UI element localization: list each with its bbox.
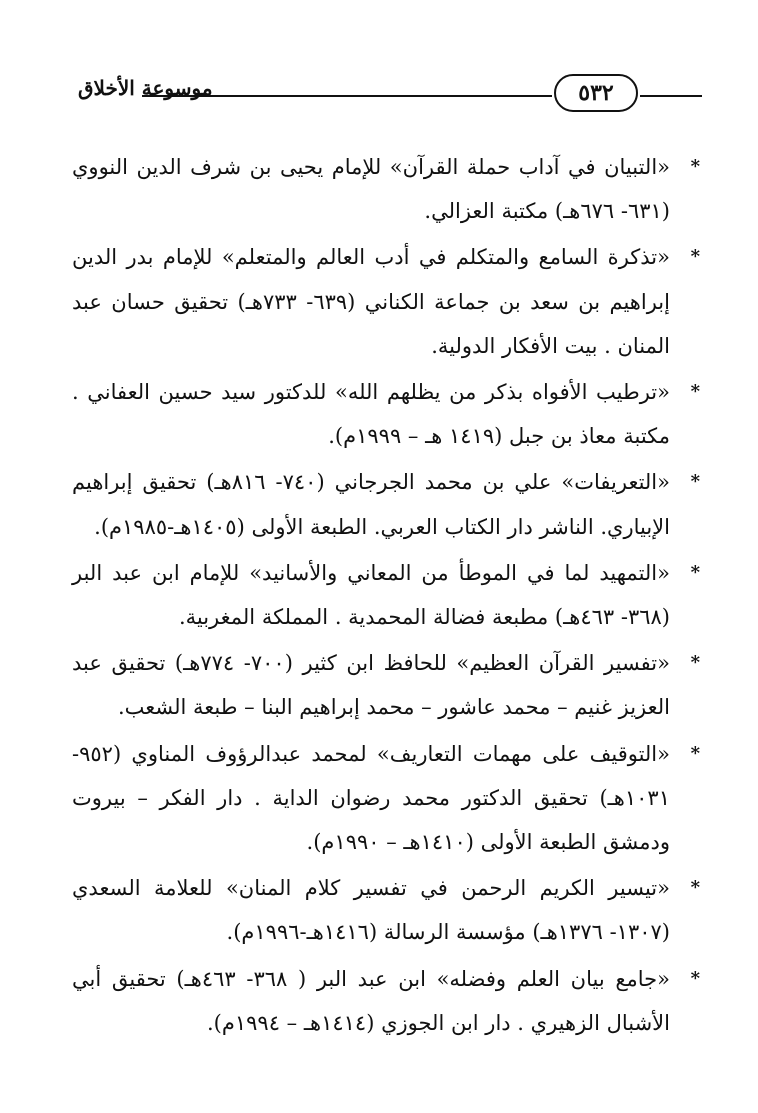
reference-entry — [72, 460, 700, 548]
reference-text: «تفسير القرآن العظيم» للحافظ ابن كثير (٧٠٠- ٧٧٤هـ) تحقيق عبد العزيز غنيم – محمد عاشور – محمد إبراهيم البنا – طبعة الشعب. — [72, 651, 670, 720]
reference-entry — [72, 235, 700, 368]
book-title — [78, 76, 213, 100]
reference-entry — [72, 551, 700, 639]
page-header — [70, 70, 702, 120]
asterisk-bullet-icon: * — [690, 877, 700, 899]
reference-text: «تذكرة السامع والمتكلم في أدب العالم والمتعلم» للإمام بدر الدين إبراهيم بن سعد بن جماعة الكناني (٦٣٩- ٧٣٣هـ) تحقيق حسان عبد المنان . بيت الأفكار الدولية. — [72, 245, 670, 358]
reference-entry — [72, 370, 700, 458]
asterisk-bullet-icon: * — [690, 381, 700, 403]
reference-entry — [72, 957, 700, 1045]
reference-text: «التوقيف على مهمات التعاريف» لمحمد عبدالرؤوف المناوي (٩٥٢- ١٠٣١هـ) تحقيق الدكتور محمد رضوان الداية . دار الفكر – بيروت ودمشق الطبعة الأولى (١٤١٠هـ – ١٩٩٠م). — [72, 741, 670, 855]
asterisk-bullet-icon: * — [690, 742, 700, 764]
page-number — [554, 74, 638, 112]
asterisk-bullet-icon: * — [690, 652, 700, 674]
asterisk-bullet-icon: * — [690, 246, 700, 268]
asterisk-bullet-icon: * — [690, 471, 700, 493]
book-title-text: موسوعة الأخلاق — [78, 76, 213, 100]
reference-text: «التبيان في آداب حملة القرآن» للإمام يحيى بن شرف الدين النووي (٦٣١- ٦٧٦هـ) مكتبة العزالي. — [72, 155, 670, 224]
header-rule-right — [640, 95, 702, 97]
asterisk-bullet-icon: * — [690, 967, 700, 989]
reference-text: «تيسير الكريم الرحمن في تفسير كلام المنان» للعلامة السعدي (١٣٠٧- ١٣٧٦هـ) مؤسسة الرسالة (١٤١٦هـ-١٩٩٦م). — [72, 876, 670, 945]
reference-entry — [72, 641, 700, 729]
asterisk-bullet-icon: * — [690, 156, 700, 177]
reference-text: «التمهيد لما في الموطأ من المعاني والأسانيد» للإمام ابن عبد البر (٣٦٨- ٤٦٣هـ) مطبعة فضالة المحمدية . المملكة المغربية. — [72, 560, 670, 630]
reference-text: «ترطيب الأفواه بذكر من يظلهم الله» للدكتور سيد حسين العفاني . مكتبة معاذ بن جبل (١٤١٩ هـ – ١٩٩٩م). — [72, 380, 670, 449]
reference-entry — [72, 866, 700, 954]
asterisk-bullet-icon: * — [690, 561, 700, 583]
reference-text: «جامع بيان العلم وفضله» ابن عبد البر ( ٣٦٨- ٤٦٣هـ) تحقيق أبي الأشبال الزهيري . دار ابن الجوزي (١٤١٤هـ – ١٩٩٤م). — [72, 966, 670, 1035]
reference-list — [72, 145, 700, 1047]
reference-entry — [72, 732, 700, 865]
page-number-text: ٥٣٢ — [578, 80, 614, 106]
reference-entry — [72, 145, 700, 233]
reference-text: «التعريفات» علي بن محمد الجرجاني (٧٤٠- ٨١٦هـ) تحقيق إبراهيم الإبياري. الناشر دار الكتاب العربي. الطبعة الأولى (١٤٠٥هـ-١٩٨٥م). — [72, 470, 670, 539]
